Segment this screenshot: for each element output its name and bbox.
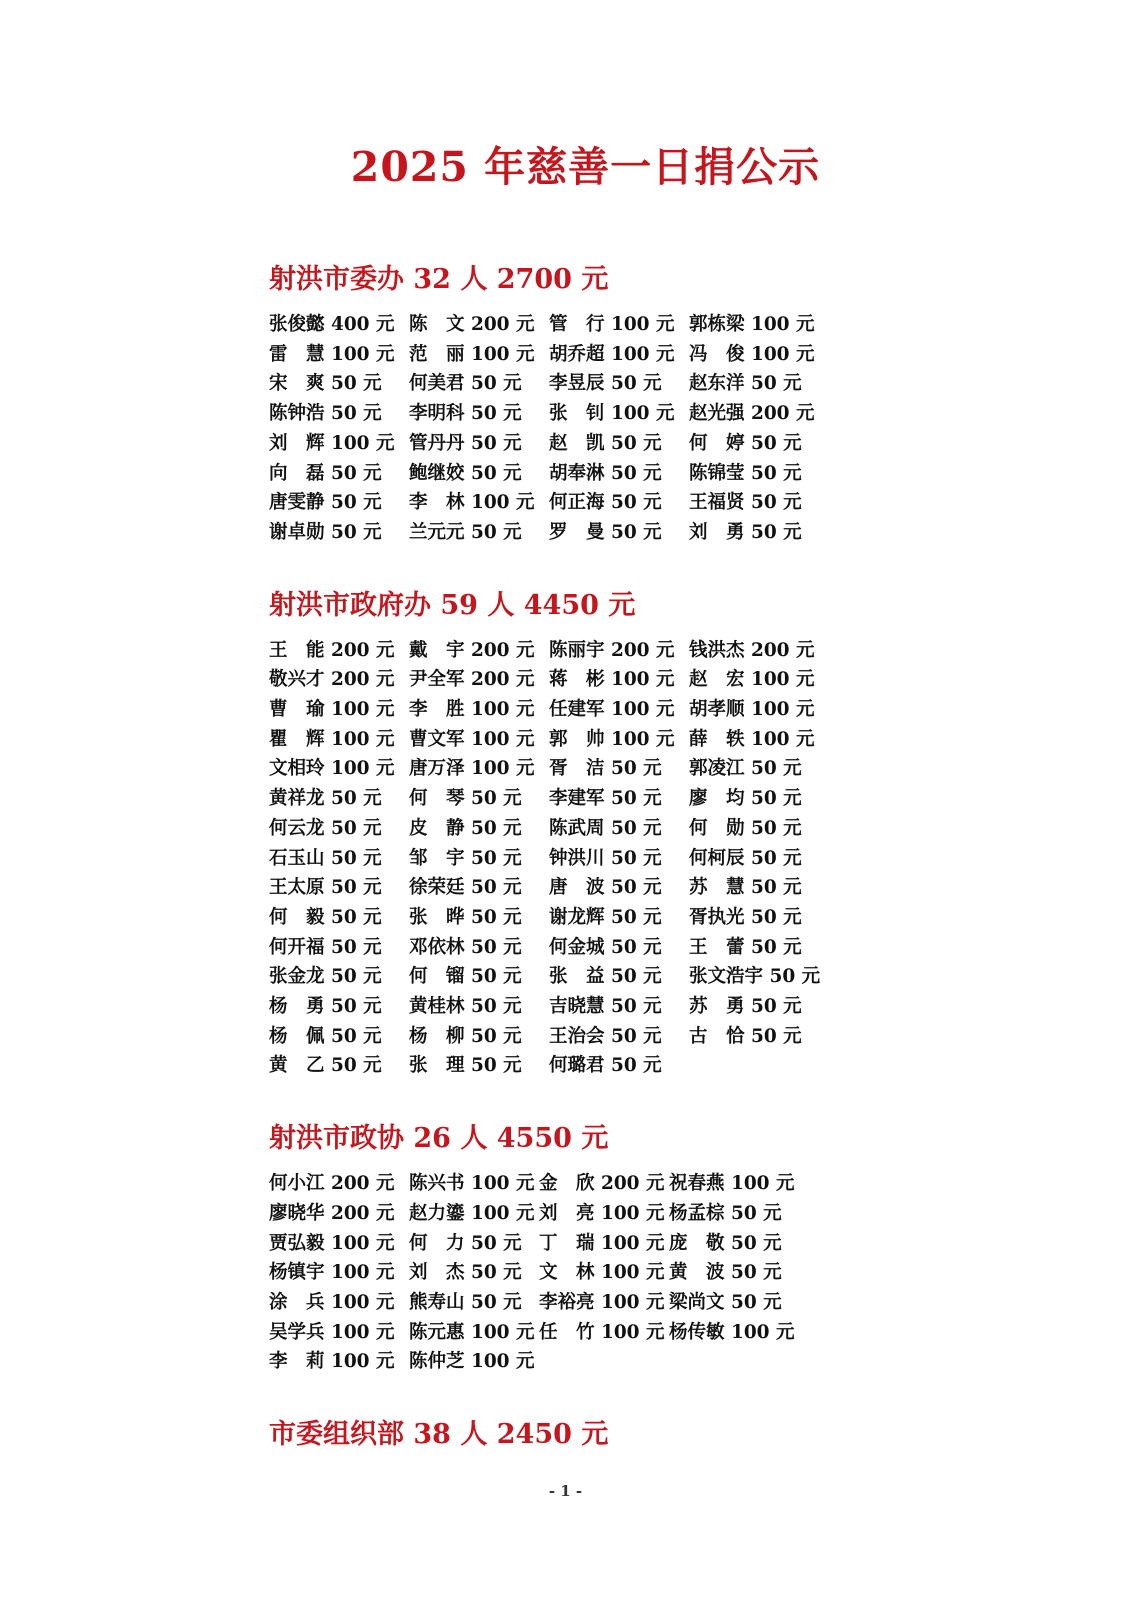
- donor-entry: 何开福 50 元: [269, 936, 382, 958]
- donor-entry: 唐雯静 50 元: [269, 492, 382, 514]
- donor-entry: 何云龙 50 元: [269, 817, 382, 839]
- donor-entry: 何金城 50 元: [549, 936, 662, 958]
- donor-entry: 罗 曼 50 元: [549, 521, 662, 543]
- donor-entry: 何 毅 50 元: [269, 906, 382, 928]
- donor-entry: 鲍继姣 50 元: [409, 462, 522, 484]
- donor-entry: 任 竹 100 元: [539, 1321, 665, 1343]
- donor-entry: 刘 勇 50 元: [689, 521, 802, 543]
- donor-entry: 贾弘毅 100 元: [269, 1232, 395, 1254]
- donor-grid: [269, 1169, 1029, 1377]
- donor-entry: 熊寿山 50 元: [409, 1291, 522, 1313]
- donor-entry: 尹全军 200 元: [409, 669, 535, 691]
- donor-entry: 赵 宏 100 元: [689, 669, 815, 691]
- donor-entry: 瞿 辉 100 元: [269, 728, 395, 750]
- donor-entry: 张 晔 50 元: [409, 906, 522, 928]
- donor-entry: 吴学兵 100 元: [269, 1321, 395, 1343]
- donor-entry: 曹 瑜 100 元: [269, 699, 395, 721]
- section-heading: 射洪市政协 26 人 4550 元: [269, 1123, 609, 1155]
- donor-entry: 谢龙辉 50 元: [549, 906, 662, 928]
- donor-entry: 赵力鎏 100 元: [409, 1202, 535, 1224]
- donor-entry: 何璐君 50 元: [549, 1055, 662, 1077]
- donor-entry: 王太原 50 元: [269, 877, 382, 899]
- donor-entry: 陈武周 50 元: [549, 817, 662, 839]
- donor-entry: 张 益 50 元: [549, 966, 662, 988]
- donor-entry: 刘 亮 100 元: [539, 1202, 665, 1224]
- donor-grid: [269, 636, 1029, 1082]
- donor-entry: 陈仲芝 100 元: [409, 1351, 535, 1373]
- donor-entry: 杨孟棕 50 元: [669, 1202, 782, 1224]
- donor-entry: 王 能 200 元: [269, 639, 395, 661]
- donor-entry: 刘 杰 50 元: [409, 1262, 522, 1284]
- donor-entry: 钟洪川 50 元: [549, 847, 662, 869]
- donor-entry: 何 镏 50 元: [409, 966, 522, 988]
- donor-entry: 王福贤 50 元: [689, 492, 802, 514]
- donor-entry: 管丹丹 50 元: [409, 432, 522, 454]
- donor-entry: 宋 爽 50 元: [269, 373, 382, 395]
- donor-entry: 何美君 50 元: [409, 373, 522, 395]
- donor-entry: 胥 洁 50 元: [549, 758, 662, 780]
- donor-entry: 张 钊 100 元: [549, 403, 675, 425]
- donor-entry: 陈 文 200 元: [409, 314, 535, 335]
- section-cppcc: [269, 1121, 1029, 1377]
- section-government-office: [269, 588, 1029, 1082]
- donor-entry: 陈兴书 100 元: [409, 1173, 535, 1195]
- section-heading: 射洪市委办 32 人 2700 元: [269, 264, 609, 295]
- page-title: [0, 134, 1131, 193]
- donor-entry: 苏 慧 50 元: [689, 877, 802, 899]
- donor-entry: 胡奉淋 50 元: [549, 462, 662, 484]
- donor-entry: 文 林 100 元: [539, 1262, 665, 1284]
- donor-entry: 黄 乙 50 元: [269, 1055, 382, 1077]
- donor-entry: 郭栋梁 100 元: [689, 314, 815, 335]
- donor-entry: 薛 轶 100 元: [689, 728, 815, 750]
- donor-entry: 李建军 50 元: [549, 788, 662, 810]
- donor-entry: 谢卓勋 50 元: [269, 521, 382, 543]
- donor-entry: 石玉山 50 元: [269, 847, 382, 869]
- donor-entry: 张 理 50 元: [409, 1055, 522, 1077]
- donor-entry: 吉晓慧 50 元: [549, 996, 662, 1018]
- section-party-committee-office: [269, 262, 1029, 548]
- donor-entry: 雷 慧 100 元: [269, 343, 395, 365]
- donor-entry: 王治会 50 元: [549, 1025, 662, 1047]
- donation-list: [269, 262, 1029, 1493]
- donor-entry: 金 欣 200 元: [539, 1173, 665, 1195]
- donor-entry: 杨传敏 100 元: [669, 1321, 795, 1343]
- donor-entry: 祝春燕 100 元: [669, 1173, 795, 1195]
- donor-entry: 何小江 200 元: [269, 1173, 395, 1195]
- donor-entry: 丁 瑞 100 元: [539, 1232, 665, 1254]
- donor-entry: 唐万泽 100 元: [409, 758, 535, 780]
- donor-entry: 邹 宇 50 元: [409, 847, 522, 869]
- donor-entry: 管 行 100 元: [549, 314, 675, 335]
- donor-entry: 涂 兵 100 元: [269, 1291, 395, 1313]
- donor-entry: 王 蕾 50 元: [689, 936, 802, 958]
- donor-entry: 李 林 100 元: [409, 492, 535, 514]
- donor-entry: 庞 敬 50 元: [669, 1232, 782, 1254]
- page-title-text: 2025 年慈善一日捐公示: [350, 143, 821, 191]
- donor-entry: 任建军 100 元: [549, 699, 675, 721]
- donor-entry: 何 琴 50 元: [409, 788, 522, 810]
- donor-entry: 邓依林 50 元: [409, 936, 522, 958]
- donor-entry: 戴 宇 200 元: [409, 639, 535, 661]
- donor-entry: 冯 俊 100 元: [689, 343, 815, 365]
- donor-entry: 皮 静 50 元: [409, 817, 522, 839]
- donor-entry: 唐 波 50 元: [549, 877, 662, 899]
- donor-entry: 张金龙 50 元: [269, 966, 382, 988]
- donor-entry: 向 磊 50 元: [269, 462, 382, 484]
- donor-entry: 黄桂林 50 元: [409, 996, 522, 1018]
- donor-entry: 张文浩宇 50 元: [689, 966, 821, 988]
- donor-entry: 杨 勇 50 元: [269, 996, 382, 1018]
- page-number: - 1 -: [548, 1482, 583, 1500]
- section-organization-department: [269, 1417, 1029, 1453]
- donor-entry: 何正海 50 元: [549, 492, 662, 514]
- donor-entry: 郭 帅 100 元: [549, 728, 675, 750]
- donor-entry: 李 莉 100 元: [269, 1351, 395, 1373]
- donor-entry: 陈钟浩 50 元: [269, 403, 382, 425]
- donor-entry: 何柯辰 50 元: [689, 847, 802, 869]
- donor-entry: 何 婷 50 元: [689, 432, 802, 454]
- donor-entry: 李 胜 100 元: [409, 699, 535, 721]
- donor-entry: 何 勋 50 元: [689, 817, 802, 839]
- donor-entry: 赵东洋 50 元: [689, 373, 802, 395]
- donor-entry: 李裕亮 100 元: [539, 1291, 665, 1313]
- section-heading: 市委组织部 38 人 2450 元: [269, 1419, 609, 1451]
- donor-entry: 文相玲 100 元: [269, 758, 395, 780]
- donor-entry: 兰元元 50 元: [409, 521, 522, 543]
- donor-entry: 敬兴才 200 元: [269, 669, 395, 691]
- donor-entry: 范 丽 100 元: [409, 343, 535, 365]
- donor-entry: 胡乔超 100 元: [549, 343, 675, 365]
- donor-entry: 刘 辉 100 元: [269, 432, 395, 454]
- donor-entry: 胡孝顺 100 元: [689, 699, 815, 721]
- donor-entry: 胥执光 50 元: [689, 906, 802, 928]
- donor-entry: 廖晓华 200 元: [269, 1202, 395, 1224]
- donor-entry: 赵 凯 50 元: [549, 432, 662, 454]
- donor-entry: 张俊懿 400 元: [269, 314, 395, 335]
- donor-entry: 廖 均 50 元: [689, 788, 802, 810]
- donor-entry: 黄祥龙 50 元: [269, 788, 382, 810]
- donor-entry: 杨镇宇 100 元: [269, 1262, 395, 1284]
- donor-entry: 陈丽宇 200 元: [549, 639, 675, 661]
- donor-entry: 徐荣廷 50 元: [409, 877, 522, 899]
- donor-entry: 郭凌江 50 元: [689, 758, 802, 780]
- donor-entry: 黄 波 50 元: [669, 1262, 782, 1284]
- donor-entry: 李昱辰 50 元: [549, 373, 662, 395]
- donor-entry: 赵光强 200 元: [689, 403, 815, 425]
- donor-entry: 曹文军 100 元: [409, 728, 535, 750]
- donor-entry: 李明科 50 元: [409, 403, 522, 425]
- donor-entry: 古 恰 50 元: [689, 1025, 802, 1047]
- donor-entry: 陈元惠 100 元: [409, 1321, 535, 1343]
- donor-entry: 蒋 彬 100 元: [549, 669, 675, 691]
- donor-entry: 杨 柳 50 元: [409, 1025, 522, 1047]
- donor-entry: 陈锦莹 50 元: [689, 462, 802, 484]
- donor-entry: 何 力 50 元: [409, 1232, 522, 1254]
- donor-entry: 苏 勇 50 元: [689, 996, 802, 1018]
- donor-grid: [269, 310, 1029, 548]
- donor-entry: 梁尚文 50 元: [669, 1291, 782, 1313]
- donor-entry: 钱洪杰 200 元: [689, 639, 815, 661]
- donor-entry: 杨 佩 50 元: [269, 1025, 382, 1047]
- section-heading: 射洪市政府办 59 人 4450 元: [269, 589, 636, 621]
